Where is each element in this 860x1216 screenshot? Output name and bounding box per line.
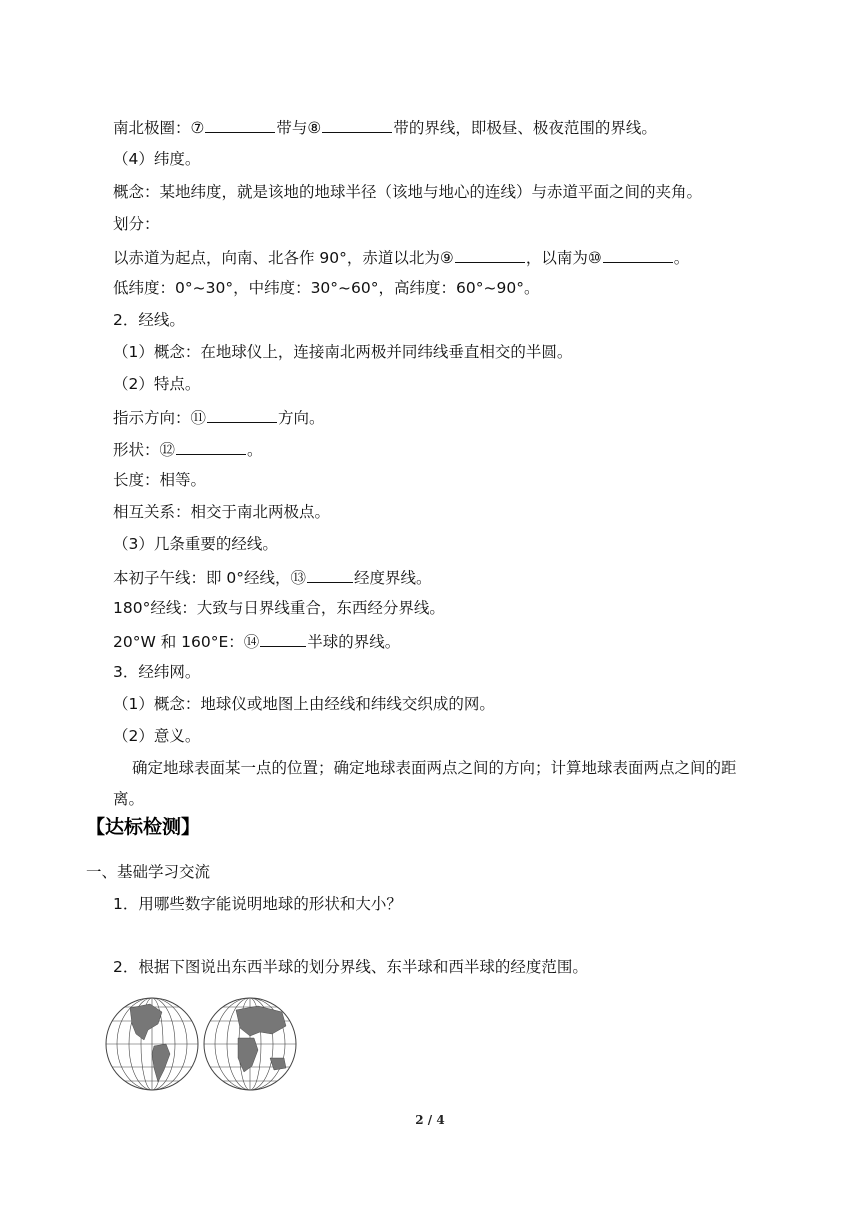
page-number: 2 / 4 (415, 1113, 445, 1127)
text-line: （2）特点。 (113, 375, 201, 393)
text-line-shape (113, 438, 263, 460)
text-segment: 以赤道为起点，向南、北各作 90°，赤道以北为⑨ (113, 249, 454, 267)
text-line: （3）几条重要的经线。 (113, 535, 278, 553)
text-segment: 。 (247, 441, 263, 459)
question-2: 2．根据下图说出东西半球的划分界线、东半球和西半球的经度范围。 (113, 958, 588, 976)
text-segment: 南北极圈：⑦ (113, 119, 205, 137)
text-line-prime-meridian (113, 566, 432, 588)
text-segment: 带的界线，即极昼、极夜范围的界线。 (393, 119, 657, 137)
text-segment: 经度界线。 (354, 569, 432, 587)
text-segment: 形状：⑫ (113, 441, 176, 459)
answer-blank-14[interactable] (260, 630, 306, 647)
answer-blank-9[interactable] (455, 246, 525, 263)
text-segment: 半球的界线。 (307, 633, 401, 651)
text-line-latitude-division (113, 246, 689, 268)
questions-heading: 一、基础学习交流 (86, 863, 211, 881)
answer-blank-8[interactable] (322, 116, 392, 133)
text-line: 离。 (113, 790, 145, 808)
text-line-direction (113, 406, 325, 428)
answer-blank-13[interactable] (307, 566, 353, 583)
text-line: 确定地球表面某一点的位置；确定地球表面两点之间的方向；计算地球表面两点之间的距 (132, 759, 737, 777)
text-line: （4）纬度。 (113, 150, 201, 168)
text-segment: ，以南为⑩ (525, 249, 602, 267)
section-title: 【达标检测】 (86, 816, 201, 838)
text-line: 相互关系：相交于南北两极点。 (113, 503, 331, 521)
text-line: （2）意义。 (113, 727, 201, 745)
text-line: （1）概念：在地球仪上，连接南北两极并同纬线垂直相交的半圆。 (113, 343, 573, 361)
text-line: （1）概念：地球仪或地图上由经线和纬线交织成的网。 (113, 695, 495, 713)
text-line: 长度：相等。 (113, 471, 207, 489)
text-line: 2．经线。 (113, 311, 185, 329)
text-segment: 本初子午线：即 0°经线，⑬ (113, 569, 307, 587)
text-line-polar-circles (113, 116, 657, 138)
hemispheres-map-image (100, 988, 302, 1098)
question-1: 1．用哪些数字能说明地球的形状和大小？ (113, 895, 402, 913)
text-line-hemisphere-boundary (113, 630, 400, 652)
text-line: 180°经线：大致与日界线重合，东西经分界线。 (113, 599, 445, 617)
text-line: 低纬度：0°~30°，中纬度：30°~60°，高纬度：60°~90°。 (113, 279, 540, 297)
answer-blank-7[interactable] (205, 116, 275, 133)
text-line: 3．经纬网。 (113, 663, 201, 681)
text-segment: 指示方向：⑪ (113, 409, 207, 427)
answer-blank-12[interactable] (176, 438, 246, 455)
text-segment: 带与⑧ (276, 119, 322, 137)
answer-blank-10[interactable] (603, 246, 673, 263)
text-segment: 。 (673, 249, 690, 267)
text-segment: 方向。 (278, 409, 325, 427)
answer-blank-11[interactable] (207, 406, 277, 423)
text-segment: 20°W 和 160°E：⑭ (113, 633, 260, 651)
text-line: 概念：某地纬度，就是该地的地球半径（该地与地心的连线）与赤道平面之间的夹角。 (113, 183, 703, 201)
text-line: 划分： (113, 215, 160, 233)
